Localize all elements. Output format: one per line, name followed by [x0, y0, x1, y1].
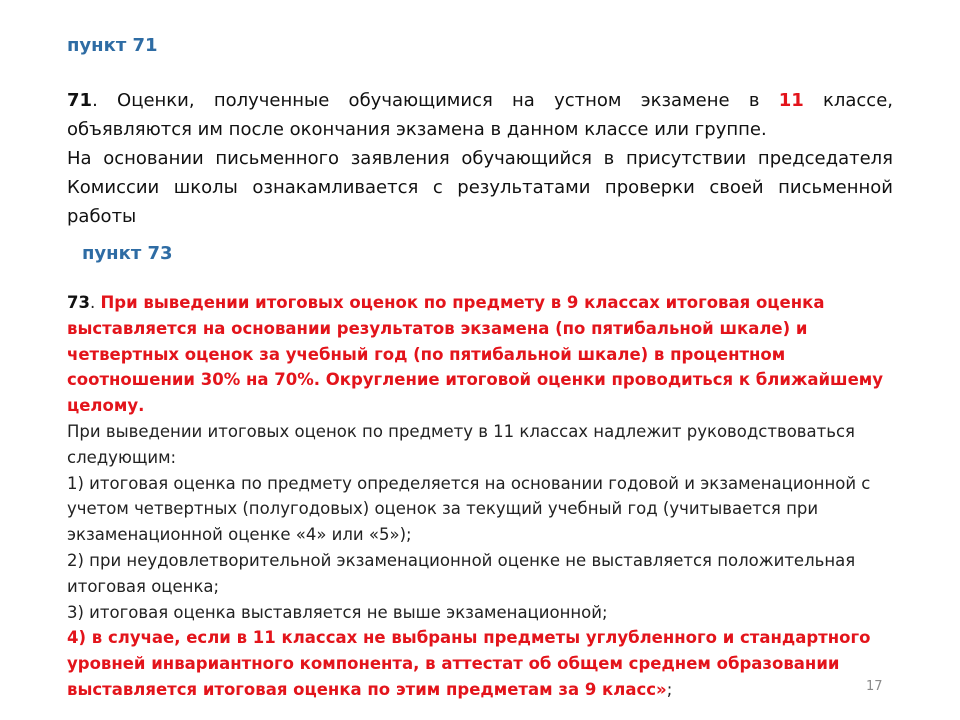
section-71-text	[67, 86, 893, 231]
section-73-item-4-end: ;	[666, 679, 673, 699]
section-73-item-4-red: 4) в случае, если в 11 классах не выбраны предметы углубленного и стандартного уровней инвариантного компонента, в аттестат об общем среднем образовании выставляется итоговая оценка по этим предметам за 9 класс»	[67, 628, 871, 699]
section-73-red-paragraph	[67, 290, 897, 419]
section-71-text-a: . Оценки, полученные обучающимися на устном экзамене в	[92, 90, 779, 111]
section-71-paragraph-1	[67, 86, 893, 144]
section-73-item-4	[67, 625, 897, 702]
heading-punkt-73: пункт 73	[82, 243, 173, 264]
grade-11-highlight: 11	[778, 90, 804, 111]
section-73-red-intro: При выведении итоговых оценок по предмету в 9 классах итоговая оценка выставляется на основании результатов экзамена (по пятибальной шкале) и четвертных оценок за учебный год (по пятибальной шкале) в процентном соотношении 30% на 70%. Округление итоговой оценки проводиться к ближайшему целому.	[67, 293, 884, 416]
section-73-text	[67, 290, 897, 703]
section-71-paragraph-2: На основании письменного заявления обучающийся в присутствии председателя Комиссии школы ознакамливается с результатами проверки своей письменной работы	[67, 148, 893, 227]
section-73-item-1: 1) итоговая оценка по предмету определяется на основании годовой и экзаменационной с учетом четвертных (полугодовых) оценок за текущий учебный год (учитывается при экзаменационной оценке «4» или «5»);	[67, 473, 871, 545]
section-73-item-2: 2) при неудовлетворительной экзаменационной оценке не выставляется положительная итоговая оценка;	[67, 550, 856, 596]
section-71-number: 71	[67, 90, 93, 111]
section-73-item-3: 3) итоговая оценка выставляется не выше экзаменационной;	[67, 602, 608, 622]
page-number: 17	[866, 679, 883, 694]
section-73-intro: При выведении итоговых оценок по предмету в 11 классах надлежит руководствоваться следующим:	[67, 421, 855, 467]
section-73-number: 73	[67, 293, 90, 312]
section-73-dot: .	[89, 293, 101, 312]
heading-punkt-71: пункт 71	[67, 35, 158, 56]
section-71-text-b: классе, объявляются им после окончания экзамена в данном классе или группе.	[67, 90, 893, 140]
